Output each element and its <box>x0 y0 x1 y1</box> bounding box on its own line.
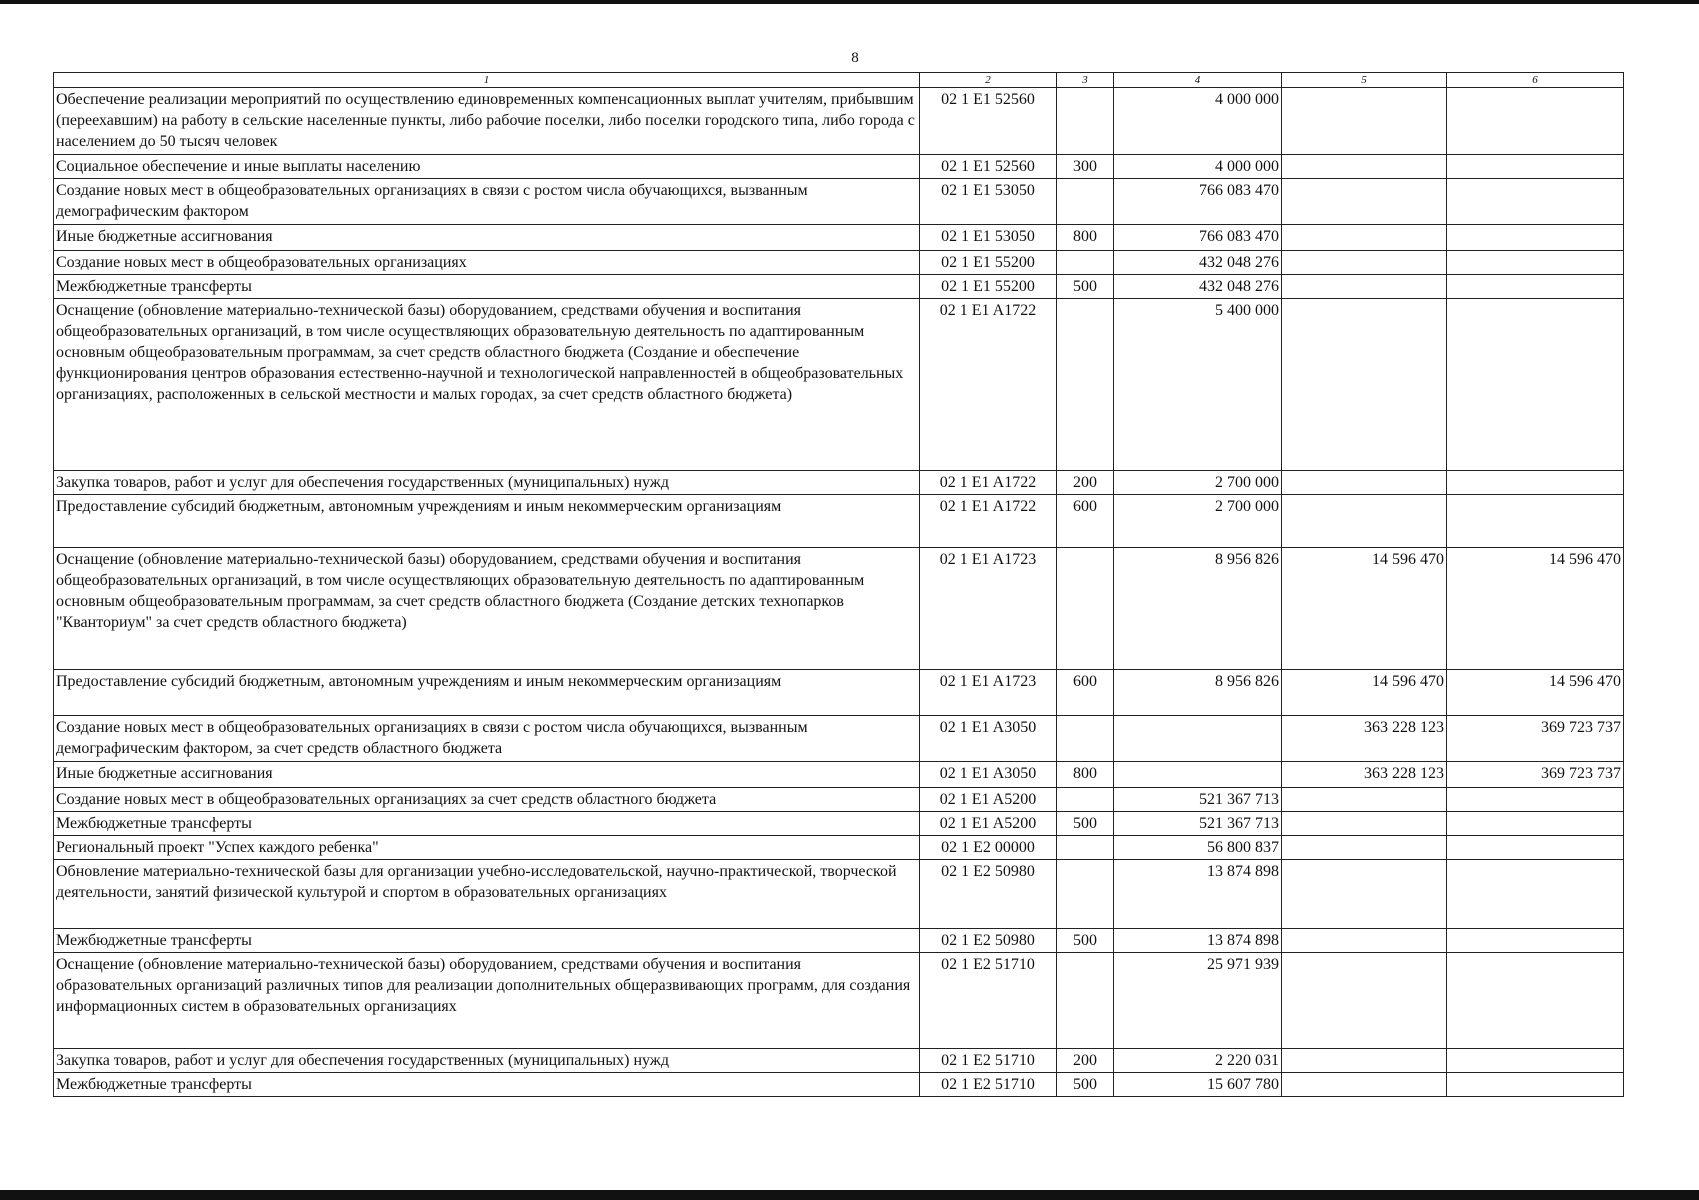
row-value-4 <box>1114 762 1282 788</box>
table-row <box>54 836 1624 860</box>
row-name: Создание новых мест в общеобразовательных организациях в связи с ростом числа обучающихся, вызванным демографическим фактором, за счет средств областного бюджета <box>54 716 920 762</box>
row-value-5 <box>1282 1049 1447 1073</box>
row-value-6 <box>1447 836 1624 860</box>
row-name: Создание новых мест в общеобразовательных организациях в связи с ростом числа обучающихся, вызванным демографическим фактором <box>54 179 920 225</box>
row-value-4: 4 000 000 <box>1114 88 1282 155</box>
col-header-5: 5 <box>1282 73 1447 88</box>
col-header-4: 4 <box>1114 73 1282 88</box>
table-row <box>54 670 1624 716</box>
row-value-6 <box>1447 929 1624 953</box>
row-value-5 <box>1282 88 1447 155</box>
row-type <box>1057 548 1114 670</box>
row-value-5 <box>1282 155 1447 179</box>
row-type: 500 <box>1057 1073 1114 1097</box>
row-code: 02 1 E1 A5200 <box>920 812 1057 836</box>
row-value-5 <box>1282 495 1447 548</box>
row-type <box>1057 299 1114 471</box>
row-type: 200 <box>1057 471 1114 495</box>
row-code: 02 1 E1 A1723 <box>920 670 1057 716</box>
row-type <box>1057 88 1114 155</box>
row-value-5 <box>1282 836 1447 860</box>
row-value-6 <box>1447 953 1624 1049</box>
row-type: 200 <box>1057 1049 1114 1073</box>
table-row <box>54 860 1624 929</box>
row-name: Оснащение (обновление материально-технической базы) оборудованием, средствами обучения и воспитания общеобразовательных организаций, в том числе осуществляющих образовательную деятельность по адаптированным основным общеобразовательным программам, за счет средств областного бюджета (Создание детских технопарков "Кванториум" за счет средств областного бюджета) <box>54 548 920 670</box>
row-value-4: 13 874 898 <box>1114 860 1282 929</box>
row-value-4: 8 956 826 <box>1114 548 1282 670</box>
row-value-5 <box>1282 471 1447 495</box>
row-type <box>1057 836 1114 860</box>
row-value-5: 14 596 470 <box>1282 670 1447 716</box>
row-value-5 <box>1282 299 1447 471</box>
row-code: 02 1 E1 52560 <box>920 155 1057 179</box>
row-code: 02 1 E2 50980 <box>920 860 1057 929</box>
top-scan-border <box>0 0 1699 4</box>
row-value-4: 2 700 000 <box>1114 471 1282 495</box>
row-name: Создание новых мест в общеобразовательных организациях за счет средств областного бюджета <box>54 788 920 812</box>
row-value-4: 521 367 713 <box>1114 812 1282 836</box>
row-code: 02 1 E2 51710 <box>920 953 1057 1049</box>
col-header-2: 2 <box>920 73 1057 88</box>
row-name: Закупка товаров, работ и услуг для обеспечения государственных (муниципальных) нужд <box>54 471 920 495</box>
row-type: 600 <box>1057 670 1114 716</box>
row-name: Межбюджетные трансферты <box>54 812 920 836</box>
row-value-4: 432 048 276 <box>1114 275 1282 299</box>
row-type <box>1057 179 1114 225</box>
page-number: 8 <box>851 50 859 66</box>
row-value-6 <box>1447 179 1624 225</box>
row-name: Региональный проект "Успех каждого ребенка" <box>54 836 920 860</box>
table-row <box>54 225 1624 251</box>
row-name: Межбюджетные трансферты <box>54 1073 920 1097</box>
row-value-5 <box>1282 860 1447 929</box>
row-value-6 <box>1447 275 1624 299</box>
budget-table <box>53 72 1624 1097</box>
row-value-6 <box>1447 299 1624 471</box>
row-code: 02 1 E2 50980 <box>920 929 1057 953</box>
row-value-5 <box>1282 812 1447 836</box>
row-name: Социальное обеспечение и иные выплаты населению <box>54 155 920 179</box>
table-row <box>54 953 1624 1049</box>
row-name: Закупка товаров, работ и услуг для обеспечения государственных (муниципальных) нужд <box>54 1049 920 1073</box>
row-type: 800 <box>1057 225 1114 251</box>
row-value-4: 2 700 000 <box>1114 495 1282 548</box>
row-name: Межбюджетные трансферты <box>54 929 920 953</box>
row-value-5 <box>1282 953 1447 1049</box>
row-value-6: 14 596 470 <box>1447 548 1624 670</box>
row-value-6: 14 596 470 <box>1447 670 1624 716</box>
row-value-4: 766 083 470 <box>1114 179 1282 225</box>
row-code: 02 1 E2 51710 <box>920 1049 1057 1073</box>
row-value-5 <box>1282 788 1447 812</box>
table-row <box>54 299 1624 471</box>
row-code: 02 1 E1 A1722 <box>920 495 1057 548</box>
row-value-4: 2 220 031 <box>1114 1049 1282 1073</box>
table-row <box>54 179 1624 225</box>
row-value-4: 521 367 713 <box>1114 788 1282 812</box>
row-value-6 <box>1447 495 1624 548</box>
row-value-5 <box>1282 1073 1447 1097</box>
row-code: 02 1 E1 A1723 <box>920 548 1057 670</box>
header-row <box>54 73 1624 88</box>
row-value-4: 5 400 000 <box>1114 299 1282 471</box>
row-value-6: 369 723 737 <box>1447 716 1624 762</box>
row-type: 300 <box>1057 155 1114 179</box>
col-header-1: 1 <box>54 73 920 88</box>
row-value-6 <box>1447 471 1624 495</box>
row-value-4: 766 083 470 <box>1114 225 1282 251</box>
table-row <box>54 548 1624 670</box>
table-row <box>54 716 1624 762</box>
row-name: Создание новых мест в общеобразовательных организациях <box>54 251 920 275</box>
row-value-5 <box>1282 179 1447 225</box>
table-row <box>54 929 1624 953</box>
row-name: Межбюджетные трансферты <box>54 275 920 299</box>
row-code: 02 1 E1 A1722 <box>920 471 1057 495</box>
row-value-6 <box>1447 860 1624 929</box>
row-name: Обеспечение реализации мероприятий по осуществлению единовременных компенсационных выплат учителям, прибывшим (переехавшим) на работу в сельские населенные пункты, либо рабочие поселки, либо поселки городского типа, либо города с населением до 50 тысяч человек <box>54 88 920 155</box>
table-body <box>54 88 1624 1097</box>
row-value-4: 432 048 276 <box>1114 251 1282 275</box>
row-value-6 <box>1447 1073 1624 1097</box>
row-code: 02 1 E1 A1722 <box>920 299 1057 471</box>
row-type: 500 <box>1057 275 1114 299</box>
row-value-6 <box>1447 88 1624 155</box>
row-value-6 <box>1447 155 1624 179</box>
row-code: 02 1 E1 A3050 <box>920 716 1057 762</box>
row-value-4: 4 000 000 <box>1114 155 1282 179</box>
row-code: 02 1 E1 55200 <box>920 251 1057 275</box>
row-type: 500 <box>1057 929 1114 953</box>
row-value-6 <box>1447 1049 1624 1073</box>
table-row <box>54 762 1624 788</box>
table-row <box>54 812 1624 836</box>
row-value-4: 25 971 939 <box>1114 953 1282 1049</box>
row-value-5 <box>1282 251 1447 275</box>
row-code: 02 1 E1 52560 <box>920 88 1057 155</box>
bottom-scan-border <box>0 1190 1699 1200</box>
row-name: Иные бюджетные ассигнования <box>54 762 920 788</box>
row-name: Обновление материально-технической базы для организации учебно-исследовательской, научно-практической, творческой деятельности, занятий физической культурой и спортом в образовательных организациях <box>54 860 920 929</box>
col-header-6: 6 <box>1447 73 1624 88</box>
row-value-6 <box>1447 225 1624 251</box>
row-value-4: 56 800 837 <box>1114 836 1282 860</box>
row-value-4 <box>1114 716 1282 762</box>
row-type <box>1057 788 1114 812</box>
row-value-5 <box>1282 929 1447 953</box>
row-code: 02 1 E1 A3050 <box>920 762 1057 788</box>
row-name: Предоставление субсидий бюджетным, автономным учреждениям и иным некоммерческим организациям <box>54 495 920 548</box>
row-code: 02 1 E1 53050 <box>920 179 1057 225</box>
row-code: 02 1 E2 51710 <box>920 1073 1057 1097</box>
row-type: 800 <box>1057 762 1114 788</box>
row-code: 02 1 E1 A5200 <box>920 788 1057 812</box>
table-row <box>54 495 1624 548</box>
row-type: 600 <box>1057 495 1114 548</box>
table-row <box>54 1073 1624 1097</box>
row-type <box>1057 251 1114 275</box>
row-value-4: 8 956 826 <box>1114 670 1282 716</box>
row-value-5 <box>1282 225 1447 251</box>
row-name: Оснащение (обновление материально-технической базы) оборудованием, средствами обучения и воспитания общеобразовательных организаций, в том числе осуществляющих образовательную деятельность по адаптированным основным общеобразовательным программам, за счет средств областного бюджета (Создание и обеспечение функционирования центров образования естественно-научной и технологической направленностей в общеобразовательных организациях, расположенных в сельской местности и малых городах, за счет средств областного бюджета) <box>54 299 920 471</box>
col-header-3: 3 <box>1057 73 1114 88</box>
row-name: Иные бюджетные ассигнования <box>54 225 920 251</box>
row-type: 500 <box>1057 812 1114 836</box>
row-code: 02 1 E1 53050 <box>920 225 1057 251</box>
row-value-5: 363 228 123 <box>1282 716 1447 762</box>
row-type <box>1057 716 1114 762</box>
table-row <box>54 88 1624 155</box>
row-type <box>1057 860 1114 929</box>
row-name: Оснащение (обновление материально-технической базы) оборудованием, средствами обучения и воспитания образовательных организаций различных типов для реализации дополнительных общеразвивающих программ, для создания информационных систем в образовательных организациях <box>54 953 920 1049</box>
row-value-5: 14 596 470 <box>1282 548 1447 670</box>
table-row <box>54 155 1624 179</box>
table-row <box>54 1049 1624 1073</box>
row-value-6 <box>1447 251 1624 275</box>
row-value-5: 363 228 123 <box>1282 762 1447 788</box>
table-row <box>54 788 1624 812</box>
row-type <box>1057 953 1114 1049</box>
row-value-4: 13 874 898 <box>1114 929 1282 953</box>
row-code: 02 1 E2 00000 <box>920 836 1057 860</box>
row-value-5 <box>1282 275 1447 299</box>
row-value-6: 369 723 737 <box>1447 762 1624 788</box>
row-code: 02 1 E1 55200 <box>920 275 1057 299</box>
table-row <box>54 471 1624 495</box>
row-value-6 <box>1447 788 1624 812</box>
row-value-6 <box>1447 812 1624 836</box>
table-row <box>54 275 1624 299</box>
row-value-4: 15 607 780 <box>1114 1073 1282 1097</box>
row-name: Предоставление субсидий бюджетным, автономным учреждениям и иным некоммерческим организациям <box>54 670 920 716</box>
table-row <box>54 251 1624 275</box>
